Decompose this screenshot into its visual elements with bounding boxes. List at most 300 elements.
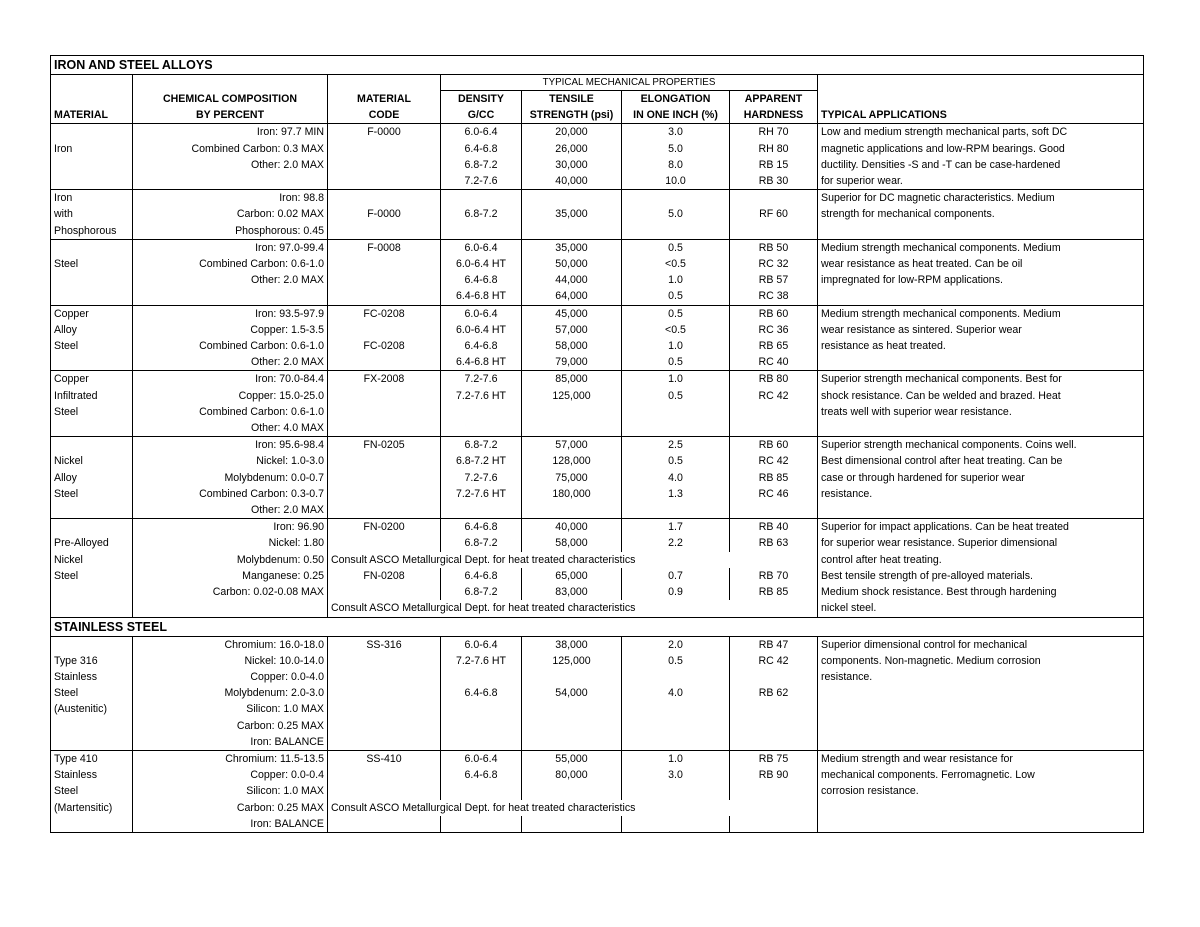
cell-density: 7.2-7.6 HT bbox=[441, 388, 522, 404]
cell-elongation: 0.5 bbox=[622, 388, 730, 404]
cell-composition: Carbon: 0.02-0.08 MAX bbox=[133, 584, 328, 600]
cell-material: Steel bbox=[51, 783, 133, 799]
cell-hardness: RC 36 bbox=[730, 322, 818, 338]
cell-elongation: 2.5 bbox=[622, 437, 730, 454]
cell-hardness bbox=[730, 816, 818, 833]
cell-material-code bbox=[328, 322, 441, 338]
cell-density: 6.8-7.2 bbox=[441, 157, 522, 173]
cell-material: Pre-Alloyed bbox=[51, 535, 133, 551]
cell-density: 6.0-6.4 bbox=[441, 750, 522, 767]
table-row bbox=[51, 701, 1144, 717]
cell-density: 6.0-6.4 HT bbox=[441, 256, 522, 272]
cell-material bbox=[51, 502, 133, 519]
cell-material bbox=[51, 437, 133, 454]
cell-applications: case or through hardened for superior wear bbox=[818, 470, 1144, 486]
cell-applications bbox=[818, 223, 1144, 240]
cell-tensile-strength bbox=[522, 669, 622, 685]
cell-tensile-strength: 26,000 bbox=[522, 141, 622, 157]
cell-composition: Combined Carbon: 0.6-1.0 bbox=[133, 338, 328, 354]
cell-elongation bbox=[622, 190, 730, 207]
cell-tensile-strength bbox=[522, 404, 622, 420]
cell-composition: Copper: 1.5-3.5 bbox=[133, 322, 328, 338]
cell-material-code: F-0000 bbox=[328, 206, 441, 222]
cell-composition: Iron: 70.0-84.4 bbox=[133, 371, 328, 388]
cell-material: Iron bbox=[51, 190, 133, 207]
cell-material: Infiltrated bbox=[51, 388, 133, 404]
cell-tensile-strength: 35,000 bbox=[522, 239, 622, 256]
cell-material: Steel bbox=[51, 404, 133, 420]
typical-properties-heading: TYPICAL MECHANICAL PROPERTIES bbox=[441, 75, 818, 91]
cell-tensile-strength: 54,000 bbox=[522, 685, 622, 701]
cell-composition bbox=[133, 600, 328, 617]
cell-material-code: FX-2008 bbox=[328, 371, 441, 388]
cell-material-code: FN-0205 bbox=[328, 437, 441, 454]
cell-material-code bbox=[328, 584, 441, 600]
cell-material-code bbox=[328, 486, 441, 502]
cell-hardness: RB 60 bbox=[730, 437, 818, 454]
cell-tensile-strength: 180,000 bbox=[522, 486, 622, 502]
cell-applications bbox=[818, 685, 1144, 701]
cell-material-code bbox=[328, 420, 441, 437]
cell-applications: magnetic applications and low-RPM bearings. Good bbox=[818, 141, 1144, 157]
cell-elongation bbox=[622, 783, 730, 799]
table-row bbox=[51, 272, 1144, 288]
cell-applications: Superior strength mechanical components. Coins well. bbox=[818, 437, 1144, 454]
table-row bbox=[51, 371, 1144, 388]
table-row bbox=[51, 322, 1144, 338]
cell-composition: Iron: 98.8 bbox=[133, 190, 328, 207]
cell-density bbox=[441, 420, 522, 437]
cell-composition bbox=[133, 288, 328, 305]
table-row bbox=[51, 420, 1144, 437]
cell-hardness: RB 62 bbox=[730, 685, 818, 701]
cell-applications: Best tensile strength of pre-alloyed materials. bbox=[818, 568, 1144, 584]
cell-hardness: RC 42 bbox=[730, 653, 818, 669]
cell-applications: resistance as heat treated. bbox=[818, 338, 1144, 354]
cell-density bbox=[441, 223, 522, 240]
cell-composition: Nickel: 10.0-14.0 bbox=[133, 653, 328, 669]
cell-elongation: 2.2 bbox=[622, 535, 730, 551]
header-applications-line2: TYPICAL APPLICATIONS bbox=[818, 107, 1144, 124]
cell-tensile-strength bbox=[522, 701, 622, 717]
cell-composition: Silicon: 1.0 MAX bbox=[133, 701, 328, 717]
cell-applications: Medium shock resistance. Best through hardening bbox=[818, 584, 1144, 600]
cell-elongation bbox=[622, 420, 730, 437]
cell-density: 6.4-6.8 bbox=[441, 568, 522, 584]
header-hardness-line1: APPARENT bbox=[730, 91, 818, 108]
cell-elongation: 1.0 bbox=[622, 371, 730, 388]
cell-material-code bbox=[328, 256, 441, 272]
cell-tensile-strength: 20,000 bbox=[522, 124, 622, 141]
cell-composition: Other: 2.0 MAX bbox=[133, 502, 328, 519]
cell-density: 6.0-6.4 bbox=[441, 124, 522, 141]
cell-material-code bbox=[328, 816, 441, 833]
cell-applications bbox=[818, 354, 1144, 371]
cell-material-code: SS-410 bbox=[328, 750, 441, 767]
cell-material bbox=[51, 420, 133, 437]
cell-density: 6.4-6.8 bbox=[441, 767, 522, 783]
cell-composition: Chromium: 16.0-18.0 bbox=[133, 636, 328, 653]
header-tensile-strength-line1: TENSILE bbox=[522, 91, 622, 108]
cell-material-code bbox=[328, 388, 441, 404]
cell-elongation: 4.0 bbox=[622, 685, 730, 701]
cell-composition: Other: 2.0 MAX bbox=[133, 157, 328, 173]
cell-composition: Combined Carbon: 0.6-1.0 bbox=[133, 256, 328, 272]
cell-tensile-strength: 64,000 bbox=[522, 288, 622, 305]
table-row bbox=[51, 685, 1144, 701]
cell-hardness bbox=[730, 701, 818, 717]
cell-tensile-strength: 65,000 bbox=[522, 568, 622, 584]
cell-material: Steel bbox=[51, 486, 133, 502]
table-row bbox=[51, 734, 1144, 751]
cell-material: Phosphorous bbox=[51, 223, 133, 240]
table-row bbox=[51, 519, 1144, 536]
cell-elongation: <0.5 bbox=[622, 322, 730, 338]
table-row bbox=[51, 173, 1144, 190]
cell-density bbox=[441, 816, 522, 833]
table-row bbox=[51, 141, 1144, 157]
cell-elongation: 0.9 bbox=[622, 584, 730, 600]
cell-composition: Molybdenum: 0.50 bbox=[133, 552, 328, 568]
cell-applications: resistance. bbox=[818, 486, 1144, 502]
cell-elongation: 0.7 bbox=[622, 568, 730, 584]
cell-tensile-strength: 125,000 bbox=[522, 653, 622, 669]
cell-elongation bbox=[622, 502, 730, 519]
cell-material-code bbox=[328, 767, 441, 783]
cell-material bbox=[51, 718, 133, 734]
cell-composition: Iron: 96.90 bbox=[133, 519, 328, 536]
table-row bbox=[51, 338, 1144, 354]
cell-composition: Carbon: 0.25 MAX bbox=[133, 718, 328, 734]
table-row bbox=[51, 206, 1144, 222]
cell-density bbox=[441, 701, 522, 717]
table-row bbox=[51, 502, 1144, 519]
table-row bbox=[51, 288, 1144, 305]
cell-composition: Molybdenum: 2.0-3.0 bbox=[133, 685, 328, 701]
cell-elongation bbox=[622, 223, 730, 240]
cell-material-code bbox=[328, 190, 441, 207]
cell-hardness: RB 70 bbox=[730, 568, 818, 584]
cell-composition: Manganese: 0.25 bbox=[133, 568, 328, 584]
cell-elongation bbox=[622, 404, 730, 420]
cell-tensile-strength: 40,000 bbox=[522, 519, 622, 536]
cell-material-code: F-0008 bbox=[328, 239, 441, 256]
cell-density: 7.2-7.6 bbox=[441, 371, 522, 388]
cell-material-code bbox=[328, 453, 441, 469]
cell-applications: strength for mechanical components. bbox=[818, 206, 1144, 222]
cell-material-code bbox=[328, 718, 441, 734]
typical-properties-row bbox=[51, 75, 1144, 91]
cell-material bbox=[51, 239, 133, 256]
cell-applications: wear resistance as heat treated. Can be oil bbox=[818, 256, 1144, 272]
cell-composition: Other: 2.0 MAX bbox=[133, 354, 328, 371]
cell-applications: Best dimensional control after heat treating. Can be bbox=[818, 453, 1144, 469]
cell-composition: Combined Carbon: 0.6-1.0 bbox=[133, 404, 328, 420]
cell-composition: Molybdenum: 0.0-0.7 bbox=[133, 470, 328, 486]
header-hardness-line2: HARDNESS bbox=[730, 107, 818, 124]
cell-material-code bbox=[328, 535, 441, 551]
cell-material: Type 316 bbox=[51, 653, 133, 669]
header-composition-line1: CHEMICAL COMPOSITION bbox=[133, 91, 328, 108]
cell-material bbox=[51, 600, 133, 617]
header-material-line1 bbox=[51, 91, 133, 108]
cell-hardness bbox=[730, 669, 818, 685]
cell-hardness: RB 85 bbox=[730, 584, 818, 600]
consult-note: Consult ASCO Metallurgical Dept. for heat treated characteristics bbox=[328, 552, 818, 568]
table-row bbox=[51, 669, 1144, 685]
cell-density: 6.8-7.2 HT bbox=[441, 453, 522, 469]
cell-material: Nickel bbox=[51, 453, 133, 469]
cell-material-code bbox=[328, 354, 441, 371]
cell-elongation bbox=[622, 816, 730, 833]
cell-hardness: RB 47 bbox=[730, 636, 818, 653]
cell-composition: Silicon: 1.0 MAX bbox=[133, 783, 328, 799]
table-row bbox=[51, 584, 1144, 600]
cell-elongation: 4.0 bbox=[622, 470, 730, 486]
table-row bbox=[51, 800, 1144, 816]
cell-material: Iron bbox=[51, 141, 133, 157]
cell-hardness: RB 80 bbox=[730, 371, 818, 388]
cell-elongation: 1.0 bbox=[622, 338, 730, 354]
cell-elongation: 0.5 bbox=[622, 653, 730, 669]
cell-applications: for superior wear. bbox=[818, 173, 1144, 190]
cell-applications: Medium strength and wear resistance for bbox=[818, 750, 1144, 767]
cell-composition: Nickel: 1.0-3.0 bbox=[133, 453, 328, 469]
cell-density: 6.8-7.2 bbox=[441, 535, 522, 551]
cell-tensile-strength: 83,000 bbox=[522, 584, 622, 600]
cell-tensile-strength bbox=[522, 783, 622, 799]
cell-applications: mechanical components. Ferromagnetic. Low bbox=[818, 767, 1144, 783]
cell-material: Steel bbox=[51, 256, 133, 272]
cell-tensile-strength: 125,000 bbox=[522, 388, 622, 404]
cell-density: 6.4-6.8 bbox=[441, 338, 522, 354]
cell-tensile-strength: 44,000 bbox=[522, 272, 622, 288]
cell-density: 7.2-7.6 HT bbox=[441, 653, 522, 669]
cell-tensile-strength: 58,000 bbox=[522, 338, 622, 354]
cell-density: 6.4-6.8 HT bbox=[441, 354, 522, 371]
table-row bbox=[51, 157, 1144, 173]
cell-density: 6.4-6.8 bbox=[441, 519, 522, 536]
cell-applications: Superior dimensional control for mechanical bbox=[818, 636, 1144, 653]
cell-hardness: RB 60 bbox=[730, 305, 818, 322]
cell-composition: Combined Carbon: 0.3 MAX bbox=[133, 141, 328, 157]
cell-material-code: FC-0208 bbox=[328, 338, 441, 354]
table-row bbox=[51, 816, 1144, 833]
cell-material: Steel bbox=[51, 685, 133, 701]
cell-density bbox=[441, 783, 522, 799]
cell-tensile-strength: 85,000 bbox=[522, 371, 622, 388]
cell-elongation: 10.0 bbox=[622, 173, 730, 190]
cell-material-code bbox=[328, 470, 441, 486]
cell-hardness bbox=[730, 420, 818, 437]
cell-material-code bbox=[328, 685, 441, 701]
table-row bbox=[51, 568, 1144, 584]
cell-tensile-strength bbox=[522, 190, 622, 207]
cell-material-code bbox=[328, 783, 441, 799]
cell-elongation: 0.5 bbox=[622, 305, 730, 322]
cell-material-code bbox=[328, 502, 441, 519]
cell-composition: Copper: 0.0-4.0 bbox=[133, 669, 328, 685]
cell-hardness: RB 57 bbox=[730, 272, 818, 288]
table-row bbox=[51, 124, 1144, 141]
cell-elongation: 1.7 bbox=[622, 519, 730, 536]
cell-tensile-strength: 45,000 bbox=[522, 305, 622, 322]
cell-material bbox=[51, 584, 133, 600]
cell-material: Stainless bbox=[51, 767, 133, 783]
cell-elongation: 3.0 bbox=[622, 767, 730, 783]
cell-material-code bbox=[328, 141, 441, 157]
cell-material bbox=[51, 288, 133, 305]
header-composition-line2: BY PERCENT bbox=[133, 107, 328, 124]
cell-density bbox=[441, 190, 522, 207]
cell-applications: Superior for impact applications. Can be heat treated bbox=[818, 519, 1144, 536]
cell-hardness: RC 32 bbox=[730, 256, 818, 272]
cell-applications bbox=[818, 718, 1144, 734]
cell-material: Steel bbox=[51, 568, 133, 584]
cell-tensile-strength: 75,000 bbox=[522, 470, 622, 486]
cell-density: 6.0-6.4 bbox=[441, 636, 522, 653]
cell-density: 6.4-6.8 bbox=[441, 272, 522, 288]
cell-density: 6.4-6.8 bbox=[441, 141, 522, 157]
cell-material: Stainless bbox=[51, 669, 133, 685]
consult-note: Consult ASCO Metallurgical Dept. for heat treated characteristics bbox=[328, 600, 818, 617]
table-row bbox=[51, 404, 1144, 420]
section-header-stainless bbox=[51, 617, 1144, 636]
cell-elongation: 8.0 bbox=[622, 157, 730, 173]
table-row bbox=[51, 600, 1144, 617]
header-density-line2: G/CC bbox=[441, 107, 522, 124]
cell-applications bbox=[818, 816, 1144, 833]
cell-density: 6.8-7.2 bbox=[441, 437, 522, 454]
cell-material-code bbox=[328, 173, 441, 190]
cell-composition: Phosphorous: 0.45 bbox=[133, 223, 328, 240]
cell-material-code bbox=[328, 669, 441, 685]
cell-tensile-strength bbox=[522, 816, 622, 833]
header-elongation-line2: IN ONE INCH (%) bbox=[622, 107, 730, 124]
cell-applications: ductility. Densities -S and -T can be case-hardened bbox=[818, 157, 1144, 173]
cell-applications bbox=[818, 420, 1144, 437]
cell-density bbox=[441, 669, 522, 685]
cell-elongation: 1.0 bbox=[622, 750, 730, 767]
cell-density bbox=[441, 734, 522, 751]
cell-applications: resistance. bbox=[818, 669, 1144, 685]
cell-elongation: 1.0 bbox=[622, 272, 730, 288]
cell-applications: impregnated for low-RPM applications. bbox=[818, 272, 1144, 288]
header-material-line2: MATERIAL bbox=[51, 107, 133, 124]
cell-tensile-strength bbox=[522, 718, 622, 734]
table-row bbox=[51, 767, 1144, 783]
cell-tensile-strength: 80,000 bbox=[522, 767, 622, 783]
section-title: STAINLESS STEEL bbox=[51, 617, 1144, 636]
cell-hardness: RC 46 bbox=[730, 486, 818, 502]
cell-composition: Nickel: 1.80 bbox=[133, 535, 328, 551]
table-row bbox=[51, 223, 1144, 240]
cell-elongation: 2.0 bbox=[622, 636, 730, 653]
cell-tensile-strength: 38,000 bbox=[522, 636, 622, 653]
cell-density: 6.8-7.2 bbox=[441, 584, 522, 600]
cell-hardness bbox=[730, 223, 818, 240]
cell-applications: wear resistance as sintered. Superior wear bbox=[818, 322, 1144, 338]
column-header-row-1 bbox=[51, 91, 1144, 108]
cell-applications: Superior for DC magnetic characteristics. Medium bbox=[818, 190, 1144, 207]
cell-density bbox=[441, 718, 522, 734]
table-row bbox=[51, 388, 1144, 404]
cell-hardness: RB 30 bbox=[730, 173, 818, 190]
table-row bbox=[51, 636, 1144, 653]
cell-elongation: 0.5 bbox=[622, 288, 730, 305]
cell-applications: nickel steel. bbox=[818, 600, 1144, 617]
cell-material-code bbox=[328, 223, 441, 240]
cell-composition: Combined Carbon: 0.3-0.7 bbox=[133, 486, 328, 502]
cell-material: Alloy bbox=[51, 322, 133, 338]
cell-composition: Carbon: 0.02 MAX bbox=[133, 206, 328, 222]
cell-composition: Iron: BALANCE bbox=[133, 734, 328, 751]
cell-applications: Medium strength mechanical components. Medium bbox=[818, 239, 1144, 256]
table-row bbox=[51, 470, 1144, 486]
cell-applications bbox=[818, 701, 1144, 717]
table-row bbox=[51, 535, 1144, 551]
cell-hardness: RB 15 bbox=[730, 157, 818, 173]
cell-elongation bbox=[622, 718, 730, 734]
cell-density: 6.8-7.2 bbox=[441, 206, 522, 222]
cell-hardness: RH 80 bbox=[730, 141, 818, 157]
cell-elongation bbox=[622, 669, 730, 685]
cell-applications: treats well with superior wear resistance. bbox=[818, 404, 1144, 420]
cell-material-code bbox=[328, 288, 441, 305]
cell-hardness bbox=[730, 734, 818, 751]
cell-composition: Iron: 97.7 MIN bbox=[133, 124, 328, 141]
cell-material bbox=[51, 124, 133, 141]
header-tensile-strength-line2: STRENGTH (psi) bbox=[522, 107, 622, 124]
cell-material-code: SS-316 bbox=[328, 636, 441, 653]
cell-hardness: RB 40 bbox=[730, 519, 818, 536]
cell-hardness bbox=[730, 783, 818, 799]
cell-composition: Other: 4.0 MAX bbox=[133, 420, 328, 437]
cell-hardness: RB 90 bbox=[730, 767, 818, 783]
cell-applications: corrosion resistance. bbox=[818, 783, 1144, 799]
header-material-code-line2: CODE bbox=[328, 107, 441, 124]
cell-hardness bbox=[730, 404, 818, 420]
table-row bbox=[51, 783, 1144, 799]
cell-hardness: RC 40 bbox=[730, 354, 818, 371]
cell-elongation: 0.5 bbox=[622, 354, 730, 371]
header-material-code-line1: MATERIAL bbox=[328, 91, 441, 108]
section-title: IRON AND STEEL ALLOYS bbox=[51, 56, 1144, 75]
cell-tensile-strength: 58,000 bbox=[522, 535, 622, 551]
cell-density: 6.0-6.4 bbox=[441, 305, 522, 322]
cell-material bbox=[51, 734, 133, 751]
cell-material: (Austenitic) bbox=[51, 701, 133, 717]
cell-material-code bbox=[328, 653, 441, 669]
cell-hardness: RF 60 bbox=[730, 206, 818, 222]
consult-note: Consult ASCO Metallurgical Dept. for heat treated characteristics bbox=[328, 800, 818, 816]
cell-applications: for superior wear resistance. Superior dimensional bbox=[818, 535, 1144, 551]
cell-density bbox=[441, 502, 522, 519]
cell-hardness: RC 38 bbox=[730, 288, 818, 305]
cell-tensile-strength bbox=[522, 420, 622, 437]
table-row bbox=[51, 750, 1144, 767]
table-row bbox=[51, 653, 1144, 669]
cell-tensile-strength bbox=[522, 734, 622, 751]
cell-density bbox=[441, 404, 522, 420]
cell-material: Copper bbox=[51, 371, 133, 388]
table-row bbox=[51, 486, 1144, 502]
cell-material: Alloy bbox=[51, 470, 133, 486]
cell-composition: Other: 2.0 MAX bbox=[133, 272, 328, 288]
cell-tensile-strength bbox=[522, 223, 622, 240]
cell-applications: shock resistance. Can be welded and brazed. Heat bbox=[818, 388, 1144, 404]
cell-elongation: 5.0 bbox=[622, 141, 730, 157]
